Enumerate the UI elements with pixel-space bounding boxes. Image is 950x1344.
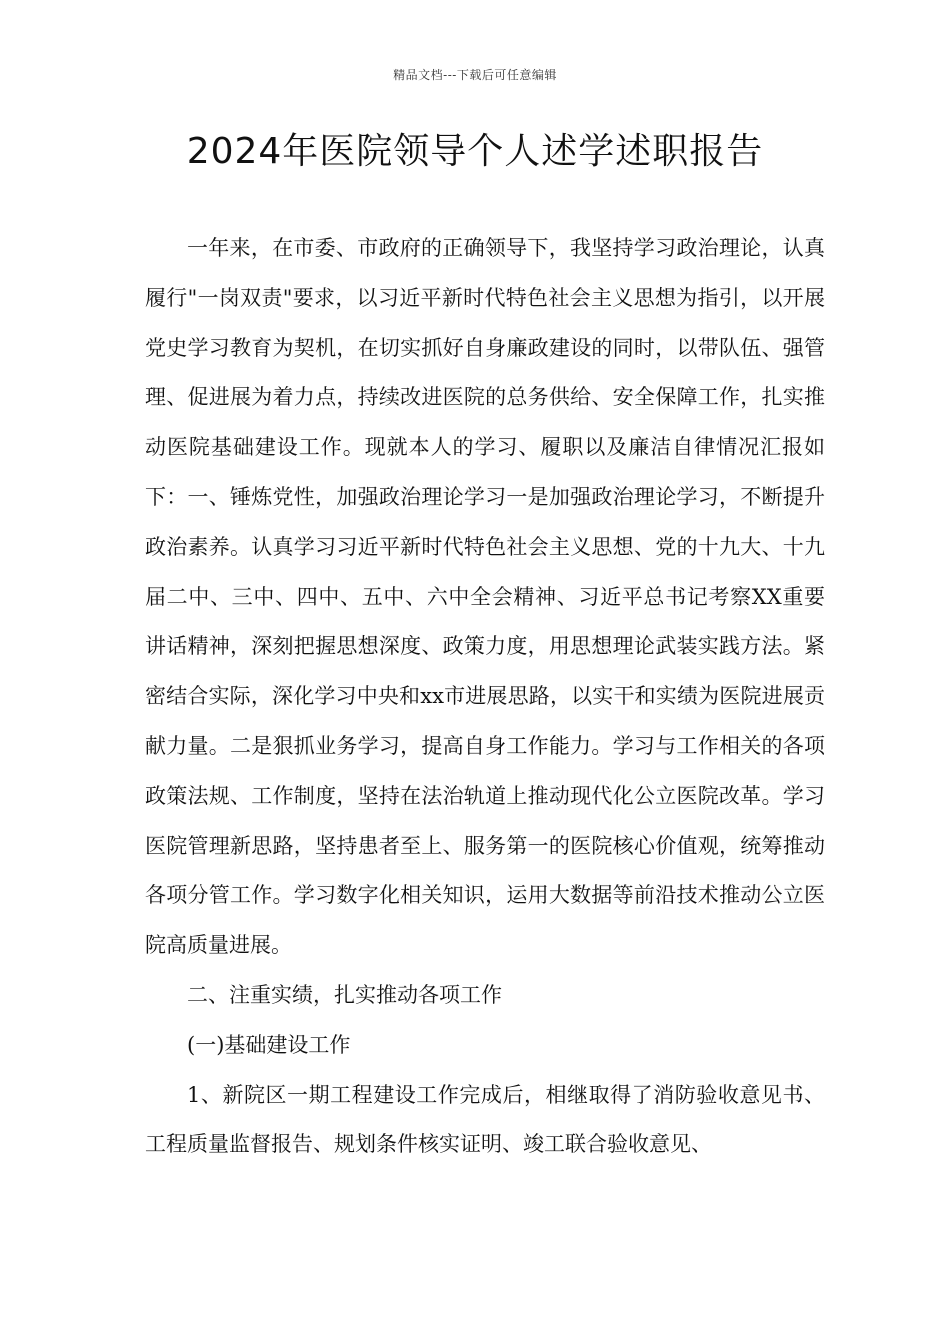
document-body	[145, 224, 825, 1170]
subsection-heading-1: (一)基础建设工作	[187, 1032, 351, 1057]
document-title: 2024年医院领导个人述学述职报告	[186, 131, 764, 172]
paragraph-item-1: 1、新院区一期工程建设工作完成后，相继取得了消防验收意见书、工程质量监督报告、规划条件核实证明、竣工联合验收意见、	[145, 1082, 825, 1157]
header-note: 精品文档---下载后可任意编辑	[393, 68, 557, 82]
section-heading-2: 二、注重实绩，扎实推动各项工作	[187, 982, 502, 1007]
paragraph-intro: 一年来，在市委、市政府的正确领导下，我坚持学习政治理论，认真履行"一岗双责"要求，以习近平新时代特色社会主义思想为指引，以开展党史学习教育为契机，在切实抓好自身廉政建设的同时，以带队伍、强管理、促进展为着力点，持续改进医院的总务供给、安全保障工作，扎实推动医院基础建设工作。现就本人的学习、履职以及廉洁自律情况汇报如下：一、锤炼党性，加强政治理论学习一是加强政治理论学习，不断提升政治素养。认真学习习近平新时代特色社会主义思想、党的十九大、十九届二中、三中、四中、五中、六中全会精神、习近平总书记考察XX重要讲话精神，深刻把握思想深度、政策力度，用思想理论武装实践方法。紧密结合实际，深化学习中央和xx市进展思路，以实干和实绩为医院进展贡献力量。二是狠抓业务学习，提高自身工作能力。学习与工作相关的各项政策法规、工作制度，坚持在法治轨道上推动现代化公立医院改革。学习医院管理新思路，坚持患者至上、服务第一的医院核心价值观，统筹推动各项分管工作。学习数字化相关知识，运用大数据等前沿技术推动公立医院高质量进展。	[145, 236, 825, 958]
